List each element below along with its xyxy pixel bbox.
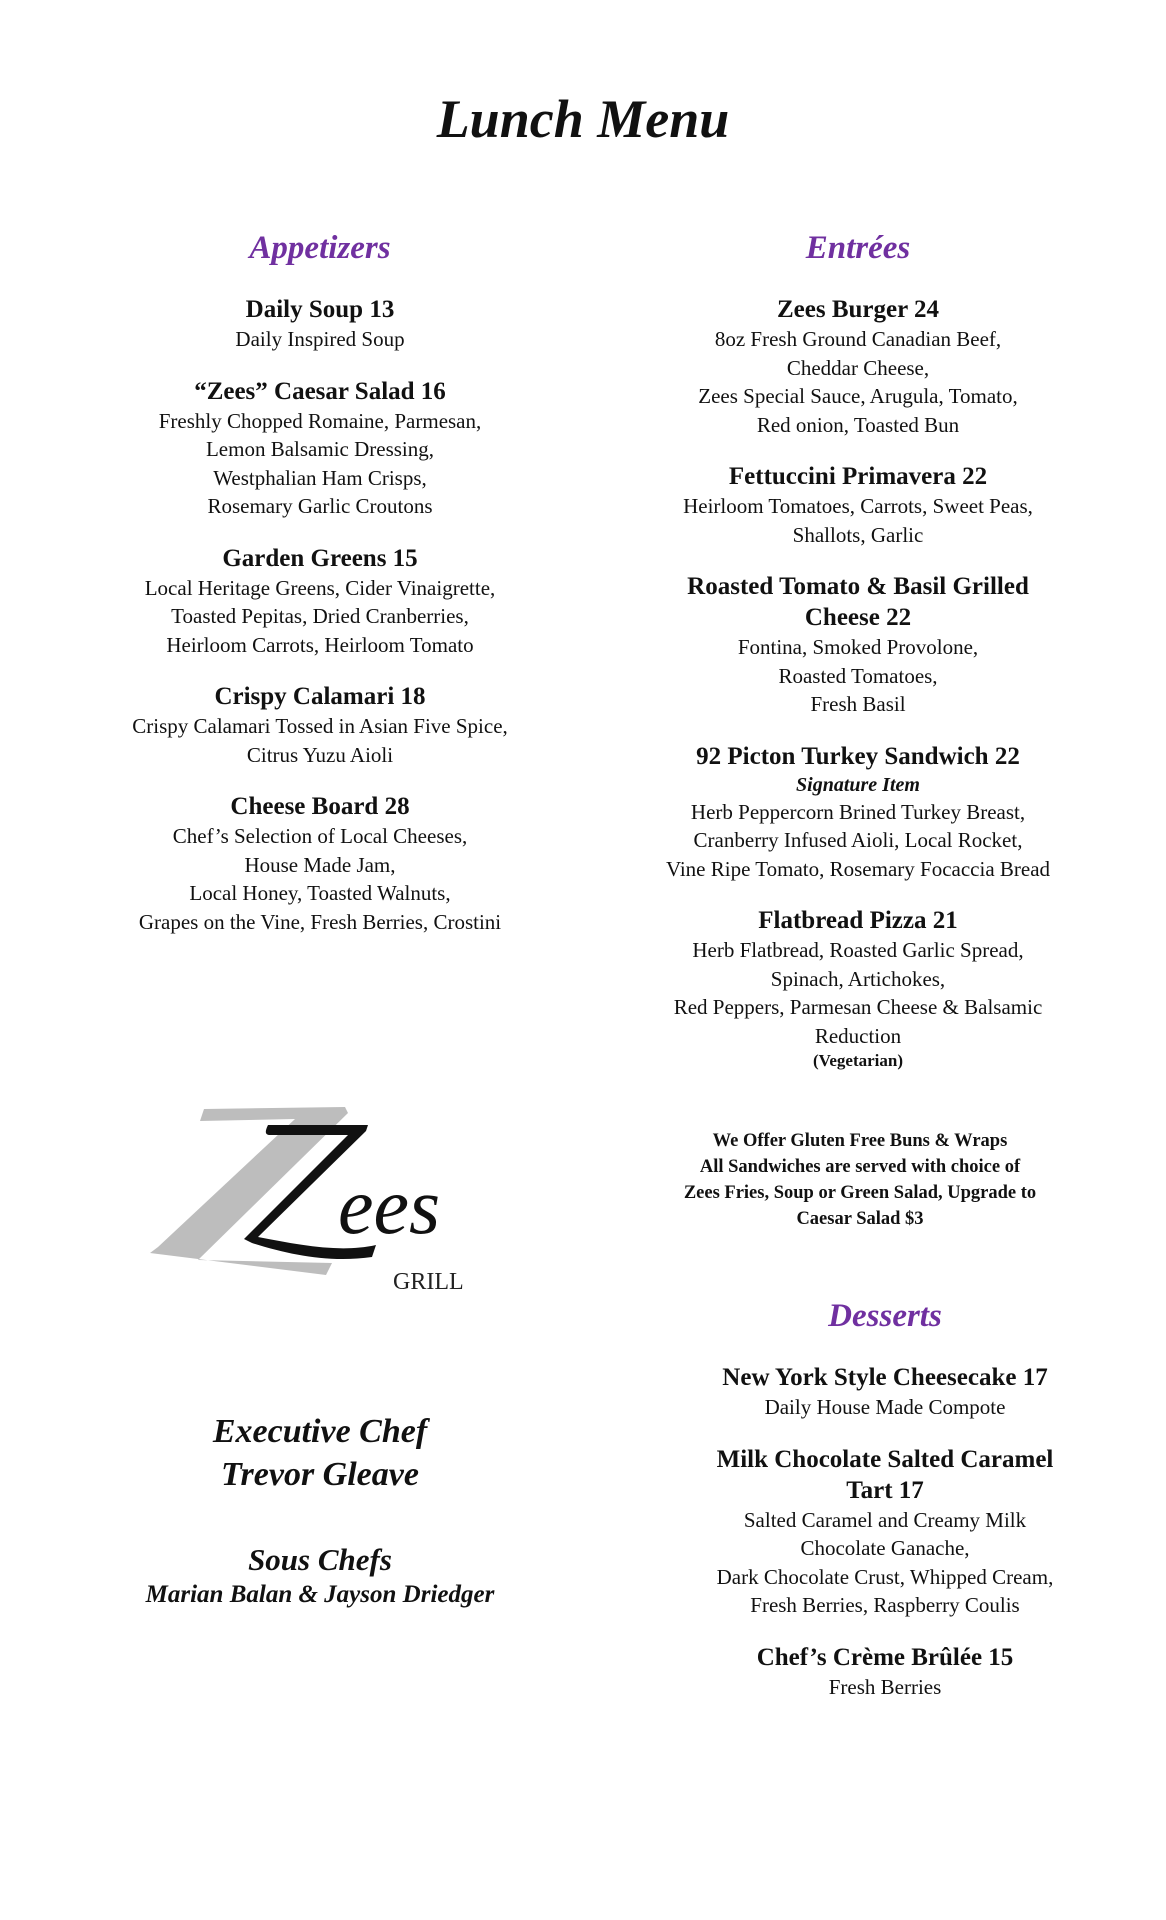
item-description: Herb Peppercorn Brined Turkey Breast, [690, 799, 1026, 824]
item-description: Salted Caramel and Creamy Milk [743, 1507, 1027, 1532]
desserts-section [625, 1296, 1145, 1723]
note-line: Caesar Salad $3 [796, 1209, 924, 1229]
item-description: Chef’s Selection of Local Cheeses, [172, 824, 468, 848]
item-name: Chef’s Crème Brûlée 15 [756, 1643, 1014, 1671]
item-description: Shallots, Garlic [792, 522, 924, 547]
item-description: Zees Special Sauce, Arugula, Tomato, [698, 384, 1018, 408]
item-name: Daily Soup 13 [245, 296, 395, 323]
item-description: Crispy Calamari Tossed in Asian Five Spice, [132, 714, 508, 738]
menu-item [598, 294, 1118, 439]
menu-item [625, 1362, 1145, 1422]
item-description: House Made Jam, [244, 852, 396, 877]
sandwich-note [610, 1128, 1110, 1232]
exec-chef-title: Executive Chef [212, 1413, 428, 1450]
item-description: Fontina, Smoked Provolone, [737, 635, 979, 659]
item-name: Zees Burger 24 [776, 296, 939, 323]
item-name: Roasted Tomato & Basil Grilled [687, 573, 1029, 600]
note-line: Zees Fries, Soup or Green Salad, Upgrade to [683, 1183, 1037, 1203]
svg-text:ees: ees [338, 1163, 441, 1251]
item-description: Daily House Made Compote [764, 1395, 1006, 1419]
item-description: Local Heritage Greens, Cider Vinaigrette, [144, 575, 496, 600]
item-name: Milk Chocolate Salted Caramel [716, 1445, 1054, 1473]
item-description: Spinach, Artichokes, [770, 966, 946, 991]
section-heading: Appetizers [249, 230, 391, 266]
item-description: Fresh Basil [810, 692, 906, 716]
svg-text:GRILL: GRILL [393, 1269, 464, 1295]
item-description: Cheddar Cheese, [786, 355, 930, 380]
item-description: Lemon Balsamic Dressing, [205, 437, 435, 461]
note-line: We Offer Gluten Free Buns & Wraps [712, 1131, 1008, 1151]
item-description: Freshly Chopped Romaine, Parmesan, [158, 408, 482, 433]
item-description: Daily Inspired Soup [235, 327, 405, 351]
item-description: Heirloom Tomatoes, Carrots, Sweet Peas, [683, 494, 1033, 518]
menu-item [60, 294, 580, 354]
sous-chefs-title: Sous Chefs [248, 1542, 392, 1577]
item-description: Roasted Tomatoes, [778, 663, 938, 688]
item-description: Westphalian Ham Crisps, [213, 465, 427, 490]
item-description: Reduction [814, 1023, 902, 1048]
sous-chefs [60, 1541, 580, 1611]
section-heading: Entrées [805, 230, 911, 266]
item-name: Garden Greens 15 [222, 544, 418, 572]
item-name: Crispy Calamari 18 [214, 683, 426, 710]
item-description: Fresh Berries [828, 1674, 942, 1699]
item-description: Grapes on the Vine, Fresh Berries, Crostini [138, 909, 502, 934]
item-name: Fettuccini Primavera 22 [728, 463, 988, 490]
menu-item [60, 543, 580, 660]
menu-item [598, 461, 1118, 549]
item-name: New York Style Cheesecake 17 [722, 1364, 1048, 1391]
item-description: Red onion, Toasted Bun [756, 412, 960, 437]
item-description: Fresh Berries, Raspberry Coulis [750, 1593, 1020, 1617]
menu-item [625, 1444, 1145, 1620]
item-description: Red Peppers, Parmesan Cheese & Balsamic [673, 995, 1043, 1019]
item-tag: (Vegetarian) [812, 1051, 903, 1070]
appetizers-section [60, 228, 580, 958]
item-name: Cheese 22 [804, 604, 912, 631]
item-description: Herb Flatbread, Roasted Garlic Spread, [692, 938, 1024, 962]
item-description: Vine Ripe Tomato, Rosemary Focaccia Bread [665, 856, 1051, 881]
item-name: 92 Picton Turkey Sandwich 22 [696, 742, 1020, 770]
item-description: Cranberry Infused Aioli, Local Rocket, [693, 828, 1023, 852]
item-description: Rosemary Garlic Croutons [207, 494, 433, 518]
item-description: Dark Chocolate Crust, Whipped Cream, [716, 1564, 1054, 1589]
menu-item [598, 905, 1118, 1072]
executive-chef [60, 1410, 580, 1496]
item-description: Heirloom Carrots, Heirloom Tomato [166, 632, 474, 657]
item-description: Toasted Pepitas, Dried Cranberries, [171, 604, 469, 628]
item-description: Citrus Yuzu Aioli [246, 742, 394, 767]
item-name: Tart 17 [846, 1476, 924, 1504]
page-title: Lunch Menu [436, 89, 730, 149]
item-description: Local Honey, Toasted Walnuts, [189, 881, 451, 905]
exec-chef-name: Trevor Gleave [221, 1456, 419, 1493]
menu-item [598, 571, 1118, 719]
section-heading: Desserts [828, 1298, 942, 1334]
menu-item [60, 791, 580, 936]
entrees-section [598, 228, 1118, 1094]
item-description: Chocolate Ganache, [800, 1536, 970, 1560]
menu-item [598, 741, 1118, 884]
item-subtitle: Signature Item [796, 773, 920, 796]
menu-item [625, 1642, 1145, 1702]
note-line: All Sandwiches are served with choice of [699, 1157, 1021, 1177]
item-name: Cheese Board 28 [230, 793, 410, 820]
item-name: “Zees” Caesar Salad 16 [194, 377, 446, 405]
menu-item [60, 681, 580, 769]
zees-grill-logo [140, 1095, 520, 1295]
item-name: Flatbread Pizza 21 [758, 907, 958, 934]
sous-chefs-names: Marian Balan & Jayson Driedger [145, 1581, 495, 1608]
menu-item [60, 376, 580, 521]
item-description: 8oz Fresh Ground Canadian Beef, [714, 327, 1002, 351]
